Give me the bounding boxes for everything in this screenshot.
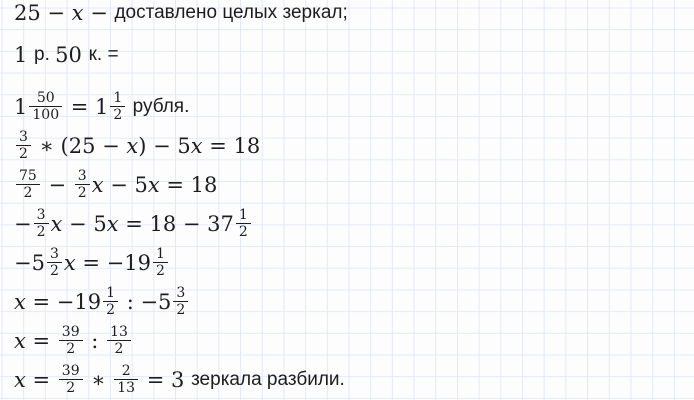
math-line-5 bbox=[14, 165, 694, 204]
math-text: − 5 bbox=[62, 211, 107, 236]
math-text: − 5 bbox=[103, 172, 148, 197]
fraction-denominator: 2 bbox=[77, 185, 87, 201]
math-text: − bbox=[83, 1, 115, 25]
math-text: = 1 bbox=[64, 94, 109, 119]
fraction bbox=[16, 168, 40, 201]
math-text: 25 − bbox=[14, 1, 72, 25]
fraction-denominator: 2 bbox=[19, 146, 28, 162]
fraction bbox=[29, 90, 62, 123]
math-variable: x bbox=[14, 289, 26, 314]
math-line-2 bbox=[14, 44, 694, 66]
math-text: = 18 bbox=[202, 133, 261, 158]
fraction bbox=[75, 168, 90, 201]
math-variable: x bbox=[14, 367, 26, 392]
math-text: −5 bbox=[14, 250, 45, 275]
math-text: = −19 bbox=[25, 289, 102, 314]
plain-text: зеркала разбили. bbox=[191, 368, 345, 390]
fraction-denominator: 2 bbox=[106, 302, 116, 318]
fraction-numerator: 3 bbox=[75, 168, 90, 185]
fraction bbox=[59, 324, 83, 357]
fraction-numerator: 50 bbox=[29, 90, 62, 107]
math-text: = bbox=[25, 328, 57, 353]
math-variable: x bbox=[190, 133, 203, 158]
math-text: : bbox=[84, 328, 106, 353]
fraction-numerator: 3 bbox=[173, 285, 188, 302]
plain-text: к. = bbox=[88, 44, 119, 65]
fraction bbox=[47, 246, 62, 279]
fraction-denominator: 2 bbox=[49, 263, 59, 279]
fraction bbox=[16, 129, 31, 162]
math-line-10 bbox=[14, 360, 694, 399]
fraction bbox=[173, 285, 188, 318]
math-line-6 bbox=[14, 204, 694, 243]
fraction-denominator: 2 bbox=[156, 263, 165, 279]
fraction bbox=[59, 363, 83, 396]
math-line-1 bbox=[14, 2, 694, 24]
fraction-denominator: 2 bbox=[238, 224, 248, 240]
math-variable: x bbox=[63, 250, 76, 275]
fraction-numerator: 1 bbox=[236, 207, 251, 224]
math-variable: x bbox=[106, 211, 119, 236]
plain-text: рубля. bbox=[127, 95, 190, 117]
math-text: − bbox=[41, 172, 73, 197]
plain-text: р. bbox=[34, 44, 56, 65]
math-variable: x bbox=[50, 211, 63, 236]
fraction-denominator: 2 bbox=[66, 380, 76, 396]
math-line-4 bbox=[14, 126, 694, 165]
math-text: 1 bbox=[14, 43, 35, 67]
fraction-numerator: 1 bbox=[110, 90, 125, 107]
fraction-numerator: 3 bbox=[16, 129, 31, 146]
math-variable: x bbox=[126, 133, 139, 158]
fraction bbox=[153, 246, 168, 279]
math-text: = −19 bbox=[75, 250, 151, 275]
math-line-9 bbox=[14, 321, 694, 360]
fraction-denominator: 2 bbox=[36, 224, 46, 240]
math-line-7 bbox=[14, 243, 694, 282]
fraction-numerator: 1 bbox=[153, 246, 168, 263]
fraction bbox=[236, 207, 251, 240]
math-text: = 18 bbox=[159, 172, 218, 197]
fraction bbox=[103, 285, 118, 318]
fraction-denominator: 2 bbox=[66, 341, 76, 357]
fraction-denominator: 2 bbox=[113, 107, 123, 123]
fraction-denominator: 2 bbox=[23, 185, 33, 201]
math-text: 1 bbox=[14, 94, 28, 119]
math-text: = 18 − 37 bbox=[118, 211, 234, 236]
fraction bbox=[110, 90, 125, 123]
math-line-3 bbox=[14, 87, 694, 126]
fraction bbox=[107, 324, 131, 357]
math-text: ) − 5 bbox=[138, 133, 191, 158]
fraction-denominator: 2 bbox=[176, 302, 186, 318]
fraction-numerator: 2 bbox=[114, 363, 138, 380]
fraction-numerator: 3 bbox=[47, 246, 62, 263]
fraction-numerator: 1 bbox=[103, 285, 118, 302]
fraction-numerator: 13 bbox=[107, 324, 131, 341]
fraction bbox=[34, 207, 49, 240]
math-text: 50 bbox=[55, 43, 89, 67]
fraction-denominator: 100 bbox=[32, 107, 60, 123]
fraction-denominator: 13 bbox=[117, 380, 136, 396]
fraction bbox=[114, 363, 138, 396]
math-text: ∗ (25 − bbox=[32, 133, 127, 158]
fraction-numerator: 3 bbox=[34, 207, 49, 224]
math-text: : −5 bbox=[120, 289, 172, 314]
math-variable: x bbox=[147, 172, 160, 197]
solution-lines bbox=[14, 0, 694, 399]
math-variable: x bbox=[14, 328, 26, 353]
math-text: = bbox=[25, 367, 57, 392]
math-text: − bbox=[14, 211, 32, 236]
fraction-numerator: 39 bbox=[59, 324, 83, 341]
math-variable: x bbox=[71, 1, 84, 25]
fraction-numerator: 75 bbox=[16, 168, 40, 185]
fraction-denominator: 2 bbox=[114, 341, 124, 357]
fraction-numerator: 39 bbox=[59, 363, 83, 380]
math-text: ∗ bbox=[84, 367, 113, 392]
math-line-8 bbox=[14, 282, 694, 321]
math-text: = 3 bbox=[140, 367, 192, 392]
math-variable: x bbox=[91, 172, 104, 197]
plain-text: доставлено целых зеркал; bbox=[114, 2, 348, 23]
